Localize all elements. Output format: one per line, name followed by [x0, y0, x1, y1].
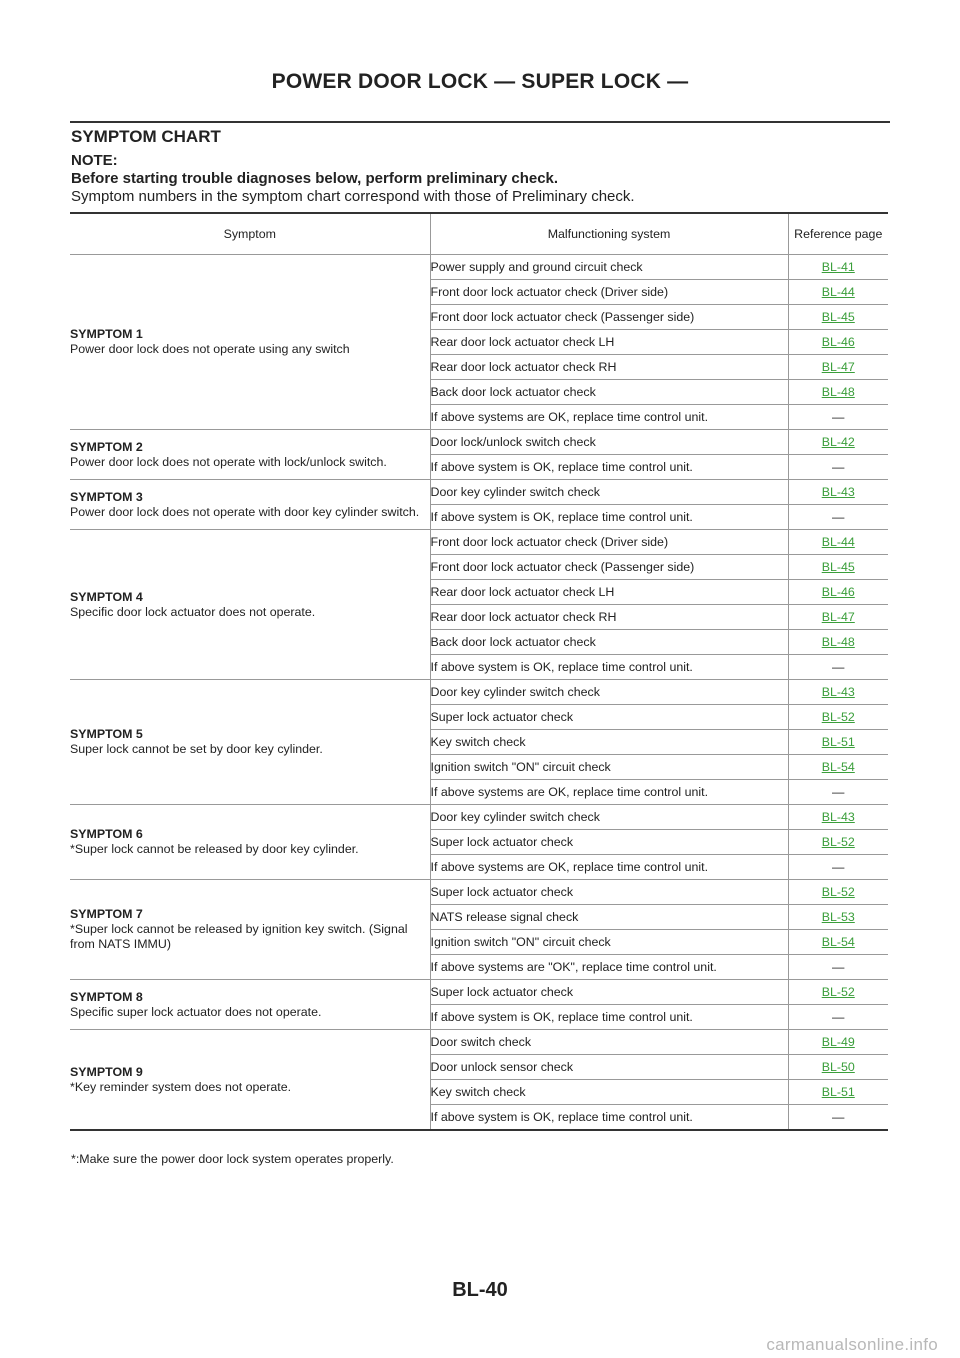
reference-page-link[interactable]: BL-42 — [821, 435, 855, 449]
reference-page-cell — [788, 380, 888, 405]
symptom-cell — [70, 480, 430, 530]
malfunctioning-system-cell: If above system is OK, replace time control unit. — [430, 655, 788, 680]
reference-page-link[interactable]: BL-51 — [821, 1085, 855, 1099]
symptom-title: SYMPTOM 4 — [70, 589, 143, 604]
reference-page-cell — [788, 705, 888, 730]
malfunctioning-system-cell: Rear door lock actuator check RH — [430, 605, 788, 630]
malfunctioning-system-cell: Door switch check — [430, 1030, 788, 1055]
page-title: POWER DOOR LOCK — SUPER LOCK — — [271, 70, 689, 93]
reference-page-none: — — [832, 1110, 845, 1124]
note-block — [71, 152, 891, 206]
reference-page-cell — [788, 1080, 888, 1105]
symptom-description: *Super lock cannot be released by door key cylinder. — [70, 842, 359, 856]
reference-page-cell — [788, 830, 888, 855]
reference-page-cell — [788, 430, 888, 455]
malfunctioning-system-cell: Rear door lock actuator check LH — [430, 580, 788, 605]
symptom-title: SYMPTOM 9 — [70, 1064, 143, 1079]
reference-page-cell — [788, 1105, 888, 1131]
reference-page-cell — [788, 755, 888, 780]
reference-page-link[interactable]: BL-53 — [821, 910, 855, 924]
reference-page-cell — [788, 1030, 888, 1055]
page-number: BL-40 — [452, 1279, 508, 1301]
malfunctioning-system-cell: NATS release signal check — [430, 905, 788, 930]
malfunctioning-system-cell: If above systems are OK, replace time control unit. — [430, 405, 788, 430]
reference-page-none: — — [832, 1010, 845, 1024]
malfunctioning-system-cell: Super lock actuator check — [430, 830, 788, 855]
malfunctioning-system-cell: Door key cylinder switch check — [430, 480, 788, 505]
malfunctioning-system-cell: Ignition switch "ON" circuit check — [430, 930, 788, 955]
table-row — [70, 980, 888, 1005]
symptom-description: Power door lock does not operate using any switch — [70, 342, 350, 356]
malfunctioning-system-cell: Back door lock actuator check — [430, 630, 788, 655]
table-row — [70, 480, 888, 505]
symptom-title: SYMPTOM 6 — [70, 827, 143, 841]
reference-page-cell — [788, 605, 888, 630]
footnote: *:Make sure the power door lock system operates properly. — [71, 1152, 394, 1166]
symptom-description: *Key reminder system does not operate. — [70, 1079, 292, 1094]
malfunctioning-system-cell: Door key cylinder switch check — [430, 805, 788, 830]
table-header-row — [70, 213, 888, 255]
reference-page-link[interactable]: BL-49 — [821, 1035, 855, 1049]
reference-page-none: — — [832, 410, 845, 424]
reference-page-cell — [788, 905, 888, 930]
reference-page-link[interactable]: BL-43 — [821, 810, 855, 824]
malfunctioning-system-cell: If above system is OK, replace time control unit. — [430, 505, 788, 530]
reference-page-cell — [788, 730, 888, 755]
malfunctioning-system-cell: If above system is OK, replace time control unit. — [430, 455, 788, 480]
reference-page-link[interactable]: BL-54 — [821, 760, 855, 774]
symptom-description: *Super lock cannot be released by ignition key switch. (Signal from NATS IMMU) — [70, 922, 408, 951]
reference-page-cell — [788, 280, 888, 305]
reference-page-cell — [788, 1005, 888, 1030]
malfunctioning-system-cell: Front door lock actuator check (Driver side) — [430, 530, 788, 555]
reference-page-link[interactable]: BL-48 — [821, 635, 855, 649]
reference-page-cell — [788, 955, 888, 980]
reference-page-cell — [788, 930, 888, 955]
column-header-malfunctioning-system: Malfunctioning system — [430, 213, 788, 255]
reference-page-link[interactable]: BL-50 — [821, 1060, 855, 1074]
reference-page-link[interactable]: BL-52 — [821, 710, 855, 724]
malfunctioning-system-cell: Door key cylinder switch check — [430, 680, 788, 705]
symptom-title: SYMPTOM 5 — [70, 727, 143, 741]
reference-page-cell — [788, 355, 888, 380]
malfunctioning-system-cell: Key switch check — [430, 1080, 788, 1105]
reference-page-cell — [788, 1055, 888, 1080]
symptom-cell — [70, 255, 430, 430]
symptom-cell — [70, 980, 430, 1030]
section-title: SYMPTOM CHART — [71, 127, 221, 146]
reference-page-link[interactable]: BL-46 — [821, 585, 855, 599]
reference-page-cell — [788, 630, 888, 655]
reference-page-link[interactable]: BL-52 — [821, 885, 855, 899]
note-text: Symptom numbers in the symptom chart correspond with those of Preliminary check. — [71, 188, 635, 205]
malfunctioning-system-cell: Super lock actuator check — [430, 880, 788, 905]
reference-page-cell — [788, 455, 888, 480]
malfunctioning-system-cell: Door lock/unlock switch check — [430, 430, 788, 455]
header-rule — [70, 121, 890, 123]
reference-page-cell — [788, 805, 888, 830]
table-row — [70, 1030, 888, 1055]
reference-page-cell — [788, 680, 888, 705]
reference-page-link[interactable]: BL-45 — [821, 310, 855, 324]
symptom-title: SYMPTOM 2 — [70, 439, 143, 454]
reference-page-link[interactable]: BL-43 — [821, 485, 855, 499]
reference-page-cell — [788, 855, 888, 880]
column-header-symptom: Symptom — [70, 213, 430, 255]
symptom-cell — [70, 880, 430, 980]
reference-page-link[interactable]: BL-52 — [821, 985, 855, 999]
reference-page-link[interactable]: BL-48 — [821, 385, 855, 399]
column-header-reference-page: Reference page — [788, 213, 888, 255]
table-row — [70, 430, 888, 455]
reference-page-link[interactable]: BL-52 — [821, 835, 855, 849]
table-body — [70, 255, 888, 1131]
reference-page-link[interactable]: BL-45 — [821, 560, 855, 574]
malfunctioning-system-cell: Ignition switch "ON" circuit check — [430, 755, 788, 780]
symptom-chart-table — [70, 212, 888, 1131]
symptom-title: SYMPTOM 1 — [70, 327, 143, 341]
symptom-title: SYMPTOM 3 — [70, 489, 143, 504]
reference-page-none: — — [832, 960, 845, 974]
reference-page-cell — [788, 480, 888, 505]
reference-page-cell — [788, 655, 888, 680]
reference-page-none: — — [832, 510, 845, 524]
symptom-cell — [70, 1030, 430, 1131]
symptom-description: Specific super lock actuator does not operate. — [70, 1004, 322, 1019]
reference-page-none: — — [832, 785, 845, 799]
malfunctioning-system-cell: If above systems are OK, replace time control unit. — [430, 780, 788, 805]
malfunctioning-system-cell: Super lock actuator check — [430, 705, 788, 730]
malfunctioning-system-cell: If above system is OK, replace time control unit. — [430, 1005, 788, 1030]
reference-page-link[interactable]: BL-51 — [821, 735, 855, 749]
table-row — [70, 805, 888, 830]
table-row — [70, 255, 888, 280]
symptom-description: Power door lock does not operate with door key cylinder switch. — [70, 504, 420, 519]
malfunctioning-system-cell: Door unlock sensor check — [430, 1055, 788, 1080]
reference-page-cell — [788, 555, 888, 580]
reference-page-link[interactable]: BL-47 — [821, 610, 855, 624]
reference-page-cell — [788, 505, 888, 530]
malfunctioning-system-cell: Front door lock actuator check (Driver side) — [430, 280, 788, 305]
malfunctioning-system-cell: If above systems are OK, replace time control unit. — [430, 855, 788, 880]
reference-page-cell — [788, 305, 888, 330]
reference-page-cell — [788, 780, 888, 805]
symptom-cell — [70, 530, 430, 680]
watermark: carmanualsonline.info — [766, 1335, 938, 1354]
note-bold-text: Before starting trouble diagnoses below, perform preliminary check. — [71, 170, 559, 187]
reference-page-link[interactable]: BL-54 — [821, 935, 855, 949]
reference-page-link[interactable]: BL-46 — [821, 335, 855, 349]
reference-page-cell — [788, 255, 888, 280]
table-row — [70, 530, 888, 555]
reference-page-cell — [788, 980, 888, 1005]
reference-page-cell — [788, 330, 888, 355]
malfunctioning-system-cell: If above systems are "OK", replace time control unit. — [430, 955, 788, 980]
reference-page-none: — — [832, 660, 845, 674]
reference-page-none: — — [832, 860, 845, 874]
reference-page-link[interactable]: BL-41 — [821, 260, 855, 274]
note-label: NOTE: — [71, 152, 118, 169]
malfunctioning-system-cell: Key switch check — [430, 730, 788, 755]
malfunctioning-system-cell: Rear door lock actuator check RH — [430, 355, 788, 380]
reference-page-cell — [788, 405, 888, 430]
malfunctioning-system-cell: Rear door lock actuator check LH — [430, 330, 788, 355]
reference-page-none: — — [832, 460, 845, 474]
reference-page-cell — [788, 530, 888, 555]
symptom-title: SYMPTOM 7 — [70, 907, 143, 921]
symptom-cell — [70, 430, 430, 480]
malfunctioning-system-cell: Super lock actuator check — [430, 980, 788, 1005]
reference-page-link[interactable]: BL-43 — [821, 685, 855, 699]
table-row — [70, 880, 888, 905]
symptom-title: SYMPTOM 8 — [70, 989, 143, 1004]
symptom-description: Specific door lock actuator does not operate. — [70, 604, 316, 619]
malfunctioning-system-cell: Front door lock actuator check (Passenger side) — [430, 555, 788, 580]
table-row — [70, 680, 888, 705]
malfunctioning-system-cell: Front door lock actuator check (Passenger side) — [430, 305, 788, 330]
symptom-cell — [70, 680, 430, 805]
reference-page-link[interactable]: BL-44 — [821, 535, 855, 549]
reference-page-link[interactable]: BL-47 — [821, 360, 855, 374]
symptom-description: Power door lock does not operate with lock/unlock switch. — [70, 454, 387, 469]
malfunctioning-system-cell: Back door lock actuator check — [430, 380, 788, 405]
reference-page-cell — [788, 880, 888, 905]
malfunctioning-system-cell: If above system is OK, replace time control unit. — [430, 1105, 788, 1131]
symptom-cell — [70, 805, 430, 880]
reference-page-cell — [788, 580, 888, 605]
malfunctioning-system-cell: Power supply and ground circuit check — [430, 255, 788, 280]
reference-page-link[interactable]: BL-44 — [821, 285, 855, 299]
symptom-description: Super lock cannot be set by door key cylinder. — [70, 742, 323, 756]
